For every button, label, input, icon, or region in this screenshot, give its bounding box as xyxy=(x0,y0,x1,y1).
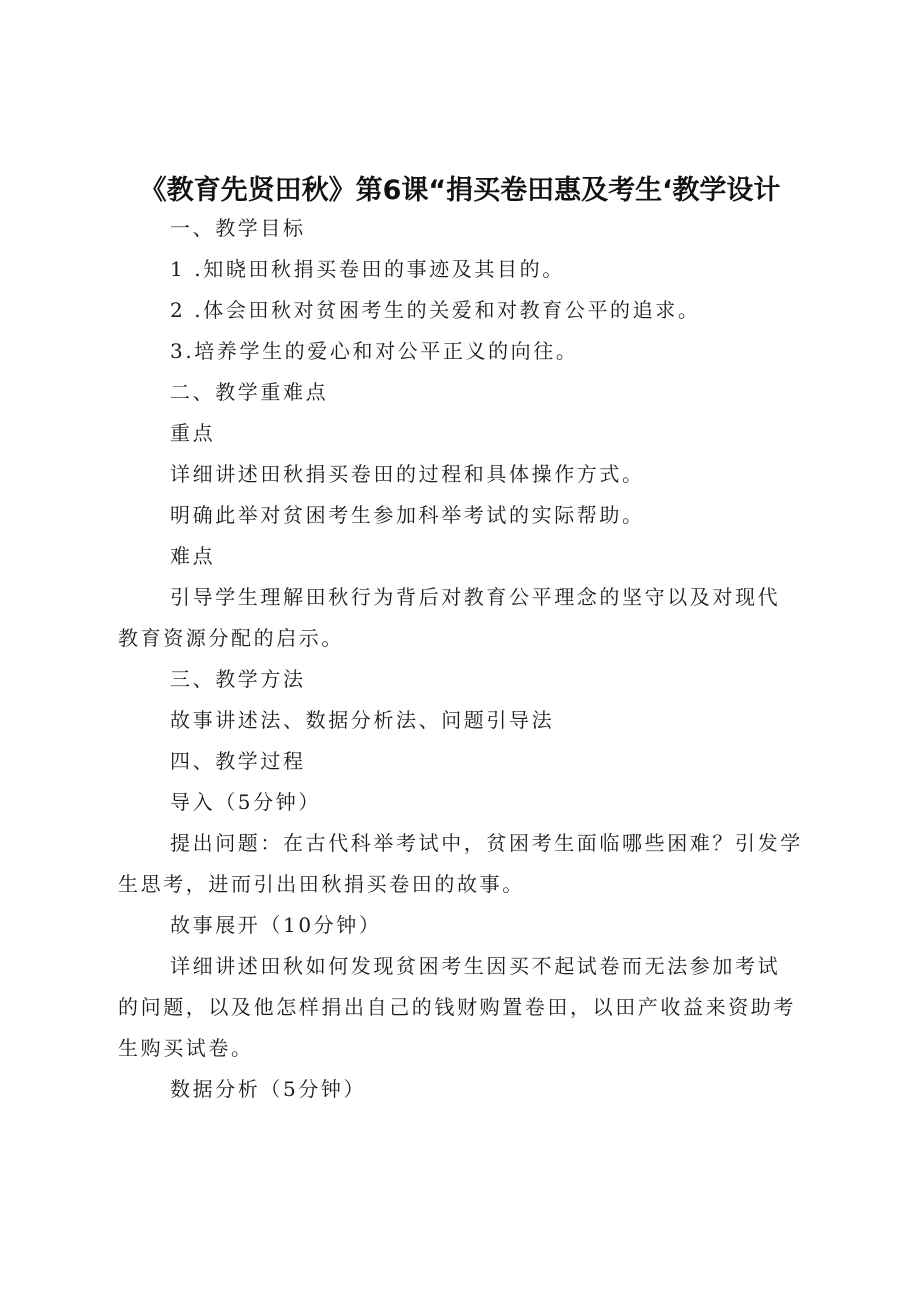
key-point-1: 详细讲述田秋捐买卷田的过程和具体操作方式。 xyxy=(170,462,645,486)
process-intro-heading: 导入（5分钟） xyxy=(170,790,321,814)
key-point-2: 明确此举对贫困考生参加科举考试的实际帮助。 xyxy=(170,503,645,527)
objective-2: 2 .体会田秋对贫困考生的关爱和对教育公平的追求。 xyxy=(170,298,701,322)
document-title: 《教育先贤田秋》第6课“捐买卷田惠及考生‘教学设计 xyxy=(139,175,781,206)
process-intro-line-1: 提出问题：在古代科举考试中，贫困考生面临哪些困难？引发学 xyxy=(170,831,803,855)
subheading-key-point: 重点 xyxy=(170,421,216,445)
objective-1: 1 .知晓田秋捐买卷田的事迹及其目的。 xyxy=(170,257,565,281)
process-story-heading: 故事展开（10分钟） xyxy=(170,913,382,937)
section-heading-objectives: 一、教学目标 xyxy=(170,216,306,240)
difficulty-line-1: 引导学生理解田秋行为背后对教育公平理念的坚守以及对现代 xyxy=(170,585,781,609)
process-data-heading: 数据分析（5分钟） xyxy=(170,1077,367,1101)
section-heading-key-points: 二、教学重难点 xyxy=(170,380,329,404)
objective-3: 3.培养学生的爱心和对公平正义的向往。 xyxy=(170,339,579,363)
process-story-line-2: 的问题，以及他怎样捐出自己的钱财购置卷田，以田产收益来资助考 xyxy=(118,995,796,1019)
process-story-line-1: 详细讲述田秋如何发现贫困考生因买不起试卷而无法参加考试 xyxy=(170,954,781,978)
subheading-difficulty: 难点 xyxy=(170,544,216,568)
section-heading-process: 四、教学过程 xyxy=(170,749,306,773)
methods-list: 故事讲述法、数据分析法、问题引导法 xyxy=(170,708,555,732)
process-intro-line-2: 生思考，进而引出田秋捐买卷田的故事。 xyxy=(118,872,525,896)
difficulty-line-2: 教育资源分配的启示。 xyxy=(118,626,344,650)
section-heading-methods: 三、教学方法 xyxy=(170,667,306,691)
process-story-line-3: 生购买试卷。 xyxy=(118,1036,254,1060)
